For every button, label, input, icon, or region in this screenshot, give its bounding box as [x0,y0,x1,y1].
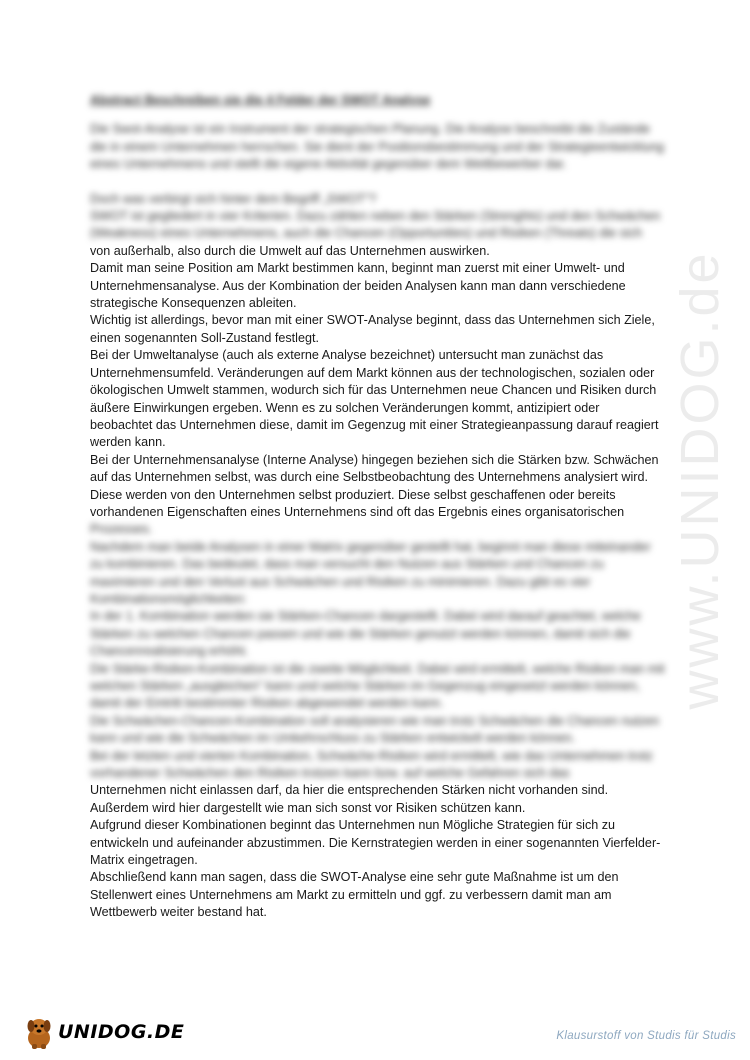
paragraph: Unternehmen nicht einlassen darf, da hier die entsprechenden Stärken nicht vorhanden sind. [90,783,609,798]
paragraph: von außerhalb, also durch die Umwelt auf das Unternehmen auswirken. [90,243,490,258]
paragraph: Bei der Umweltanalyse (auch als externe Analyse bezeichnet) untersucht man zunächst das Unternehmensumfeld. Veränderungen auf dem Markt können aus der technologischen, sozialen oder ökologischen Umwelt stammen, wodurch sich für das Unternehmen neue Chancen und Risiken durch äußere Einwirkungen ergeben. Wenn es zu solchen Veränderungen kommt, antizipiert oder beobachtet das Unternehmen diese, damit im Gegenzug mit einer Strategieanpassung darauf reagiert werden kann. [90,348,659,450]
visible-end-section [90,782,665,921]
blurred-intro-section [90,92,665,243]
blurred-paragraph: Die Schwächen-Chancen-Kombination soll analysieren wie man trotz Schwächen die Chancen nutzen kann und wie die Schwächen im Umkehrschluss zu Stärken entwickelt werden können. [90,713,660,746]
paragraph: Damit man seine Position am Markt bestimmen kann, beginnt man zuerst mit einer Umwelt- und Unternehmensanalyse. Aus der Kombination der beiden Analysen kann man dann verschiedene strategische Konsequenzen ableiten. [90,261,626,311]
paragraph: Abschließend kann man sagen, dass die SWOT-Analyse eine sehr gute Maßnahme ist um den Stellenwert eines Unternehmens am Markt zu ermitteln und ggf. zu verbessern damit man am Wettbewerb weiter bestand hat. [90,870,619,920]
blurred-middle-section [90,521,665,782]
blurred-paragraph: SWOT ist gegliedert in vier Kriterien. Dazu zählen neben den Stärken (Strenghts) und den Schwächen (Weakness) eines Unternehmens, auch die Chancen (Opportunities) und Risiken (Threats) die sich [90,209,661,241]
visible-section [90,243,665,522]
blurred-paragraph: Die Stärke-Risiken-Kombination ist die zweite Möglichkeit. Dabei wird ermittelt, welche Risiken man mit welchen Stärken „ausgleichen" kann und welche Stärken im Gegenzug eingesetzt werden können, damit der Eintritt bestimmter Risiken abgewendet werden kann. [90,661,665,711]
blurred-paragraph: In der 1. Kombination werden sie Stärken-Chancen dargestellt. Dabei wird darauf geachtet, welche Stärken zu welchen Chancen passen und wie die Stärken genutzt werden können, damit sich die Chancenrealisierung erhöht. [90,609,641,659]
document-body [90,92,665,922]
paragraph: Wichtig ist allerdings, bevor man mit einer SWOT-Analyse beginnt, dass das Unternehmen sich Ziele, einen sogenannten Soll-Zustand festlegt. [90,313,655,345]
watermark: www.UNIDOG.de [670,250,730,710]
unidog-logo[interactable] [22,1012,184,1052]
blurred-paragraph: Die Swot-Analyse ist ein Instrument der strategischen Planung. Die Analyse beschreibt die Zustände die in einem Unternehmen herrschen. Sie dient der Positionsbestimmung und der Strategieentwicklung eines Unternehmens und stellt die eigene Aktivität gegenüber dem Wettbewerber dar. [90,122,665,172]
document-title: Abstract Beschreiben sie die 4 Felder der SWOT Analyse [90,93,431,107]
blurred-paragraph: Bei der letzten und vierten Kombination, Schwäche-Risiken wird ermittelt, wie das Unternehmen trotz vorhandener Schwächen den Risiken trotzen kann bzw. auf welche Gefahren sich das [90,748,653,781]
paragraph: Bei der Unternehmensanalyse (Interne Analyse) hingegen beziehen sich die Stärken bzw. Schwächen auf das Unternehmen selbst, was durch eine Selbstbeobachtung des Unternehmens analysiert wird. Diese werden von den Unternehmen selbst produziert. Diese selbst geschaffenen oder bereits vorhandenen Eigenschaften eines Unternehmens sind oft das Ergebnis eines organisatorischen [90,452,659,519]
paragraph: Aufgrund dieser Kombinationen beginnt das Unternehmen nun Mögliche Strategien für sich zu entwickeln und aufeinander abzustimmen. Die Kernstrategien werden in einer sogenannten Vierfelder-Matrix eingetragen. [90,818,661,868]
blurred-paragraph: Doch was verbirgt sich hinter dem Begriff „SWOT"? [90,191,377,206]
blurred-paragraph: Nachdem man beide Analysen in einer Matrix gegenüber gestellt hat, beginnt man diese miteinander zu kombinieren. Das bedeutet, dass man versucht den Nutzen aus Stärken und Chancen zu maximieren und den Verlust aus Schwächen und Risiken zu minimieren. Dazu gibt es vier Kombinationsmöglichkeiten: [90,539,651,606]
footer-tagline: Klausurstoff von Studis für Studis [556,1030,736,1042]
dog-icon [22,1014,56,1050]
blurred-paragraph: Prozesses. [90,522,153,537]
logo-text: UNIDOG.DE [58,1021,185,1043]
paragraph: Außerdem wird hier dargestellt wie man sich sonst vor Risiken schützen kann. [90,800,526,815]
